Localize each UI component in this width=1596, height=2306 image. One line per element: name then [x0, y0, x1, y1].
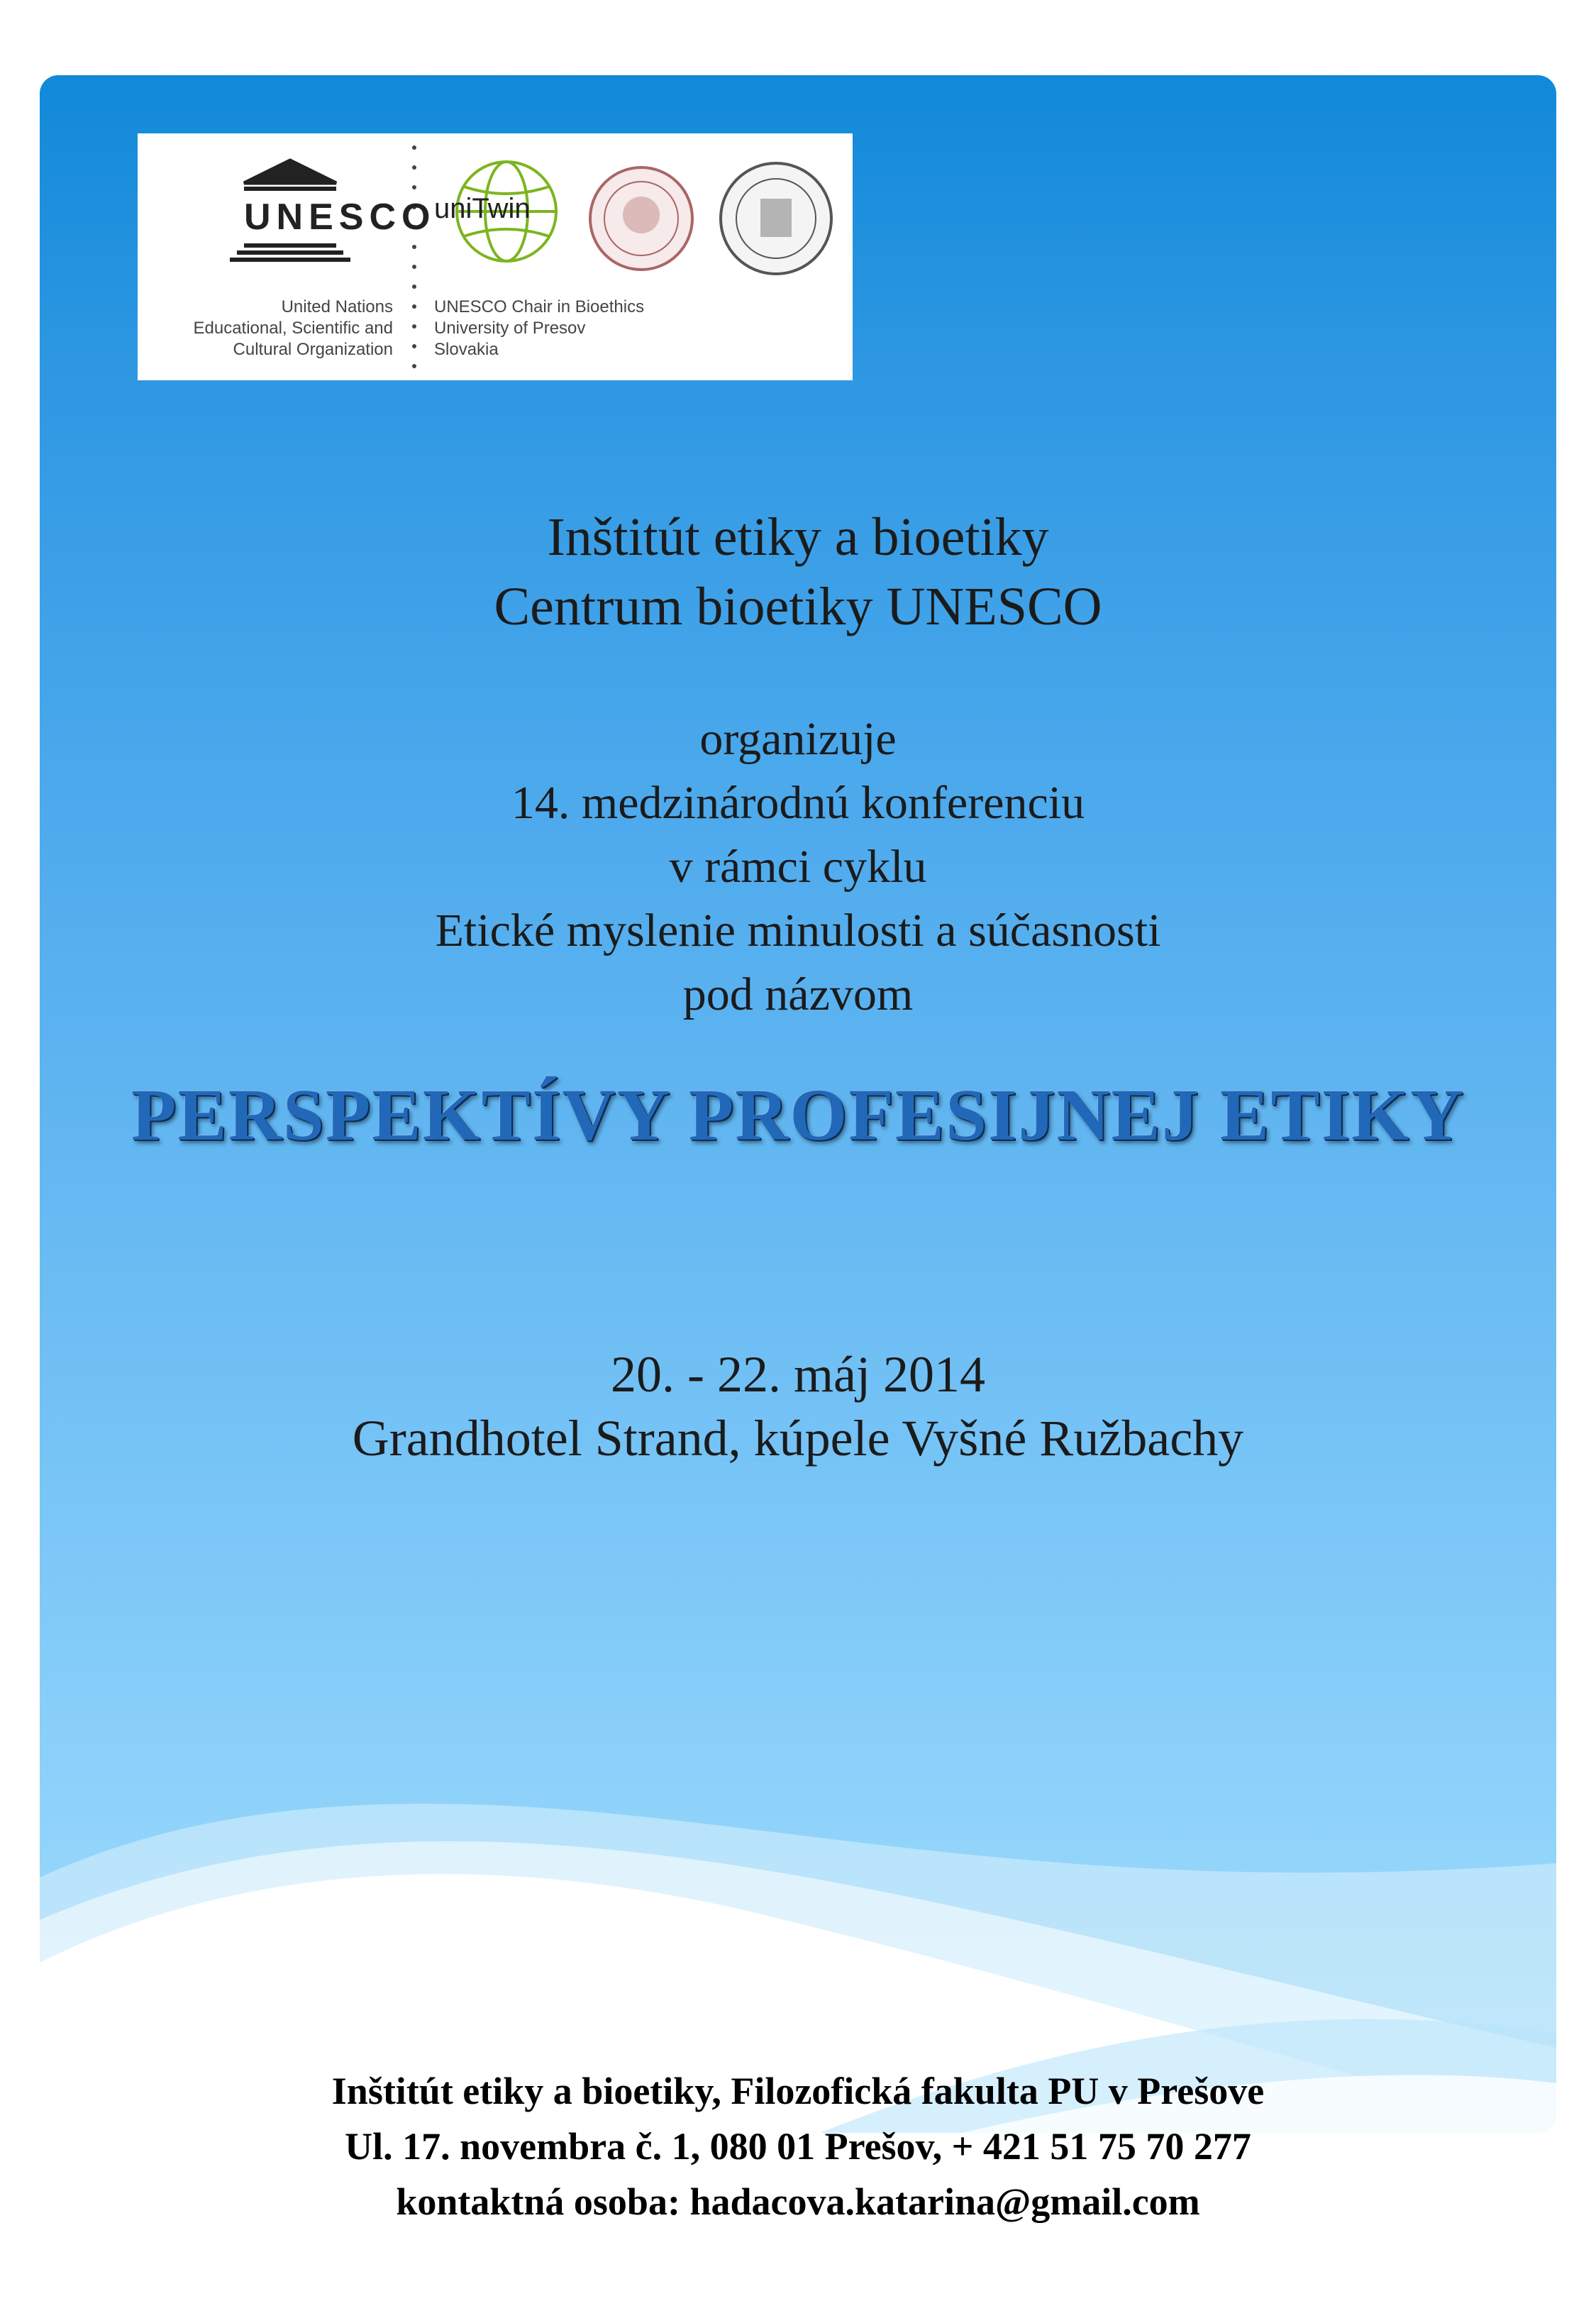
intro-line: pod názvom: [682, 969, 914, 1020]
logo-banner: [138, 133, 853, 380]
unesco-caption: [138, 297, 393, 360]
unesco-caption-line: United Nations: [281, 297, 393, 316]
chair-caption-line: University of Presov: [434, 319, 586, 338]
faculty-seal-icon: [721, 163, 831, 274]
intro-line: v rámci cyklu: [669, 841, 927, 893]
intro-line: 14. medzinárodnú konferenciu: [511, 777, 1085, 829]
chair-caption: [434, 297, 644, 360]
footer-address-line: Ul. 17. novembra č. 1, 080 01 Prešov, + 421 51 75 70 277: [345, 2125, 1251, 2168]
conference-title: PERSPEKTÍVY PROFESIJNEJ ETIKY: [131, 1074, 1465, 1156]
unesco-logo-text: UNESCO: [244, 197, 436, 238]
intro-line: Etické myslenie minulosti a súčasnosti: [435, 905, 1161, 956]
unesco-caption-line: Cultural Organization: [233, 340, 393, 359]
event-venue: Grandhotel Strand, kúpele Vyšné Ružbachy: [352, 1410, 1244, 1467]
dotted-separator: [412, 145, 416, 368]
footer-contact-line: kontaktná osoba: hadacova.katarina@gmail.com: [396, 2180, 1200, 2223]
chair-caption-line: UNESCO Chair in Bioethics: [434, 297, 645, 316]
event-date: 20. - 22. máj 2014: [611, 1346, 985, 1403]
unesco-caption-line: Educational, Scientific and: [193, 319, 393, 338]
unitwin-logo-text: uniTwin: [434, 193, 531, 224]
intro-line: organizuje: [699, 713, 897, 765]
footer-address-line: Inštitút etiky a bioetiky, Filozofická fakulta PU v Prešove: [331, 2070, 1265, 2112]
chair-caption-line: Slovakia: [434, 340, 499, 359]
institute-name: Inštitút etiky a bioetiky: [547, 507, 1049, 567]
centre-name: Centrum bioetiky UNESCO: [494, 577, 1102, 636]
university-seal-icon: [590, 167, 692, 270]
